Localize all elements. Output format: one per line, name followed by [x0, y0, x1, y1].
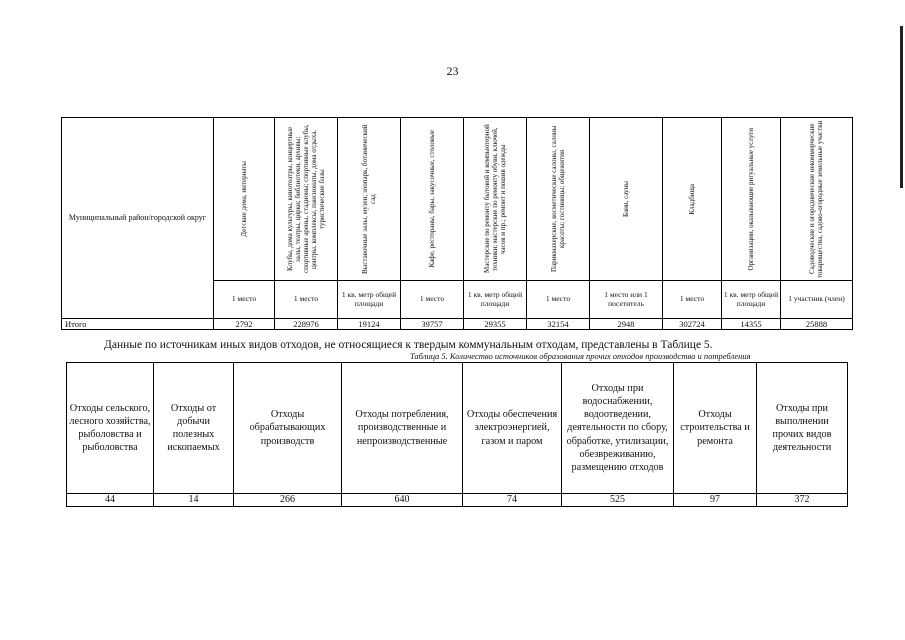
unit-cell: 1 место или 1 посетитель [590, 281, 663, 319]
value-cell: 525 [562, 494, 674, 507]
total-row [62, 319, 853, 330]
unit-cell: 1 место [275, 281, 338, 319]
column-header: Отходы строительства и ремонта [674, 363, 757, 494]
page-number: 23 [446, 64, 459, 78]
unit-cell: 1 место [663, 281, 722, 319]
column-header: Парикмахерские, косметические салоны, салоны красоты; гостиницы; общежития [527, 118, 590, 281]
unit-cell: 1 кв. метр общей площади [464, 281, 527, 319]
column-header: Клубы, дома культуры, кинотеатры, концертные залы, театры, цирки; библиотеки, архивы; спортивные арены, стадионы; спортивные клубы, центры, комплексы, пансионаты, дома отдыха, туристические базы [275, 118, 338, 281]
sources-table [61, 117, 853, 330]
table-header-row [62, 118, 853, 281]
values-row [67, 494, 848, 507]
unit-cell: 1 место [401, 281, 464, 319]
table-header-row [67, 363, 848, 494]
column-header: Кафе, рестораны, бары, закусочные, столовые [401, 118, 464, 281]
column-header: Отходы обрабатывающих производств [234, 363, 342, 494]
value-cell: 14 [154, 494, 234, 507]
column-header: Мастерские по ремонту бытовой и компьютерной техники; мастерские по ремонту обуви, ключей, часов и пр.; ремонт и пошив одежды [464, 118, 527, 281]
column-header: Организации, оказывающие ритуальные услуги [722, 118, 781, 281]
column-header: Выставочные залы, музеи; зоопарк, ботанический сад [338, 118, 401, 281]
column-header: Садоводческие и огороднические некоммерческие товарищества, садово-огородные земельные участки [781, 118, 853, 281]
total-value: 25888 [781, 319, 853, 330]
value-cell: 640 [342, 494, 463, 507]
column-header: Кладбища [663, 118, 722, 281]
unit-cell: 1 кв. метр общей площади [722, 281, 781, 319]
total-value: 228976 [275, 319, 338, 330]
total-value: 19124 [338, 319, 401, 330]
total-value: 14355 [722, 319, 781, 330]
value-cell: 266 [234, 494, 342, 507]
value-cell: 44 [67, 494, 154, 507]
total-value: 2792 [214, 319, 275, 330]
scan-edge-mark [900, 26, 903, 188]
column-header: Бани, сауны [590, 118, 663, 281]
column-header: Детские дома, интернаты [214, 118, 275, 281]
value-cell: 372 [757, 494, 848, 507]
intro-paragraph: Данные по источникам иных видов отходов, не относящиеся к твердым коммунальным отходам, представлены в Таблице 5. [104, 339, 713, 351]
column-header: Отходы от добычи полезных ископаемых [154, 363, 234, 494]
column-header: Отходы потребления, производственные и непроизводственные [342, 363, 463, 494]
column-header: Отходы при водоснабжении, водоотведении, деятельности по сбору, обработке, утилизации, обезвреживанию, размещению отходов [562, 363, 674, 494]
total-value: 302724 [663, 319, 722, 330]
value-cell: 74 [463, 494, 562, 507]
table-caption: Таблица 5. Количество источников образования прочих отходов производства и потребления [410, 351, 751, 361]
total-value: 39757 [401, 319, 464, 330]
total-value: 29355 [464, 319, 527, 330]
column-header: Отходы при выполнении прочих видов деятельности [757, 363, 848, 494]
value-cell: 97 [674, 494, 757, 507]
column-header: Отходы сельского, лесного хозяйства, рыболовства и рыболовства [67, 363, 154, 494]
unit-cell: 1 место [527, 281, 590, 319]
total-label: Итого [62, 319, 214, 330]
unit-cell: 1 участник (член) [781, 281, 853, 319]
column-header: Отходы обеспечения электроэнергией, газом и паром [463, 363, 562, 494]
total-value: 2948 [590, 319, 663, 330]
unit-cell: 1 место [214, 281, 275, 319]
municipality-header: Муниципальный район/городской округ [62, 118, 214, 319]
other-waste-table [66, 362, 848, 507]
unit-cell: 1 кв. метр общей площади [338, 281, 401, 319]
total-value: 32154 [527, 319, 590, 330]
